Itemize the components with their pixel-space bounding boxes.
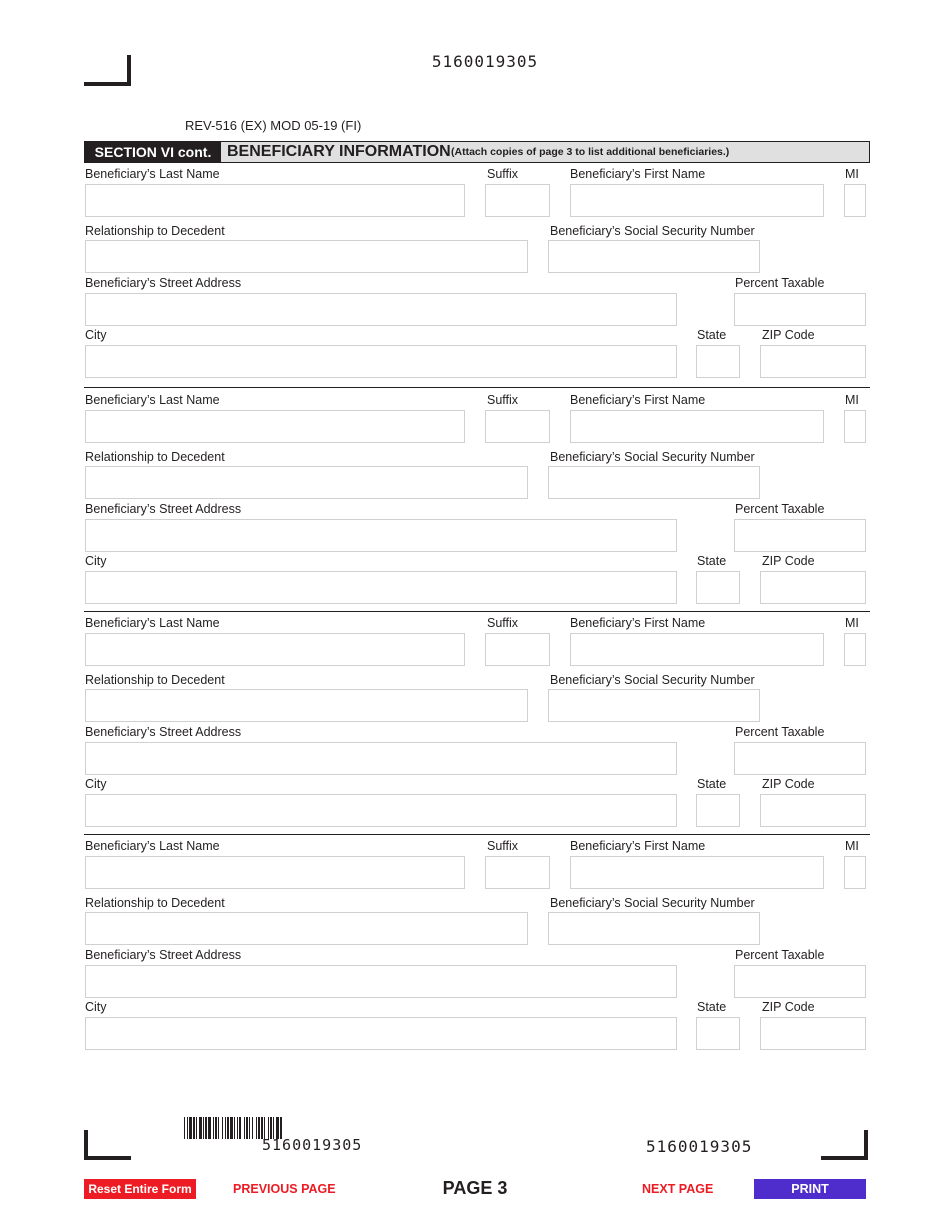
first-name-label: Beneficiary’s First Name [570,393,706,407]
street-address-label: Beneficiary’s Street Address [85,948,242,962]
relationship-field[interactable] [85,466,528,499]
percent-taxable-field[interactable] [734,293,866,326]
mi-label: MI [845,393,859,407]
mi-label: MI [845,839,859,853]
mi-field[interactable] [844,184,866,217]
ssn-field[interactable] [548,689,760,722]
mi-field[interactable] [844,633,866,666]
first-name-field[interactable] [570,633,824,666]
form-id: REV-516 (EX) MOD 05-19 (FI) [185,118,362,133]
ssn-field[interactable] [548,240,760,273]
relationship-label: Relationship to Decedent [85,450,225,464]
zip-label: ZIP Code [762,1000,815,1014]
percent-taxable-label: Percent Taxable [735,502,825,516]
top-scan-code: 5160019305 [431,52,539,71]
city-label: City [85,554,107,568]
zip-field[interactable] [760,571,866,604]
ssn-label: Beneficiary’s Social Security Number [550,896,755,910]
street-address-field[interactable] [85,293,677,326]
section-tag: SECTION VI cont. [85,142,221,162]
relationship-field[interactable] [85,240,528,273]
last-name-label: Beneficiary’s Last Name [85,839,220,853]
suffix-field[interactable] [485,410,550,443]
percent-taxable-label: Percent Taxable [735,948,825,962]
state-label: State [697,328,727,342]
block-divider [84,387,870,388]
relationship-field[interactable] [85,689,528,722]
relationship-label: Relationship to Decedent [85,896,225,910]
mi-field[interactable] [844,856,866,889]
block-divider [84,834,870,835]
mi-label: MI [845,167,859,181]
print-button[interactable]: PRINT [754,1179,866,1199]
block-divider [84,611,870,612]
first-name-label: Beneficiary’s First Name [570,167,706,181]
zip-field[interactable] [760,794,866,827]
section-header [84,141,870,163]
first-name-label: Beneficiary’s First Name [570,839,706,853]
relationship-label: Relationship to Decedent [85,673,225,687]
mi-field[interactable] [844,410,866,443]
city-field[interactable] [85,794,677,827]
last-name-label: Beneficiary’s Last Name [85,167,220,181]
last-name-field[interactable] [85,184,465,217]
street-address-label: Beneficiary’s Street Address [85,276,242,290]
beneficiary-block [0,391,950,617]
street-address-label: Beneficiary’s Street Address [85,502,242,516]
first-name-field[interactable] [570,410,824,443]
state-field[interactable] [696,1017,740,1050]
state-label: State [697,777,727,791]
beneficiary-block [0,614,950,840]
mi-label: MI [845,616,859,630]
percent-taxable-field[interactable] [734,742,866,775]
state-label: State [697,554,727,568]
ssn-field[interactable] [548,466,760,499]
city-field[interactable] [85,1017,677,1050]
percent-taxable-field[interactable] [734,519,866,552]
first-name-field[interactable] [570,856,824,889]
suffix-label: Suffix [487,839,519,853]
section-note: (Attach copies of page 3 to list additional beneficiaries.) [451,146,730,158]
next-page-link[interactable]: NEXT PAGE [642,1182,714,1196]
reset-form-button[interactable]: Reset Entire Form [84,1179,196,1199]
last-name-label: Beneficiary’s Last Name [85,393,220,407]
street-address-label: Beneficiary’s Street Address [85,725,242,739]
suffix-field[interactable] [485,633,550,666]
state-field[interactable] [696,794,740,827]
last-name-field[interactable] [85,856,465,889]
city-label: City [85,328,107,342]
zip-label: ZIP Code [762,777,815,791]
city-field[interactable] [85,345,677,378]
city-field[interactable] [85,571,677,604]
suffix-field[interactable] [485,184,550,217]
ssn-field[interactable] [548,912,760,945]
zip-field[interactable] [760,1017,866,1050]
first-name-label: Beneficiary’s First Name [570,616,706,630]
previous-page-link[interactable]: PREVIOUS PAGE [233,1182,336,1196]
percent-taxable-label: Percent Taxable [735,725,825,739]
zip-field[interactable] [760,345,866,378]
state-field[interactable] [696,345,740,378]
percent-taxable-field[interactable] [734,965,866,998]
corner-mark-bottom-right [821,1130,868,1160]
percent-taxable-label: Percent Taxable [735,276,825,290]
beneficiary-block [0,165,950,391]
beneficiary-block [0,837,950,1063]
street-address-field[interactable] [85,965,677,998]
city-label: City [85,777,107,791]
last-name-label: Beneficiary’s Last Name [85,616,220,630]
page-number: PAGE 3 [442,1178,508,1198]
suffix-field[interactable] [485,856,550,889]
zip-label: ZIP Code [762,554,815,568]
state-field[interactable] [696,571,740,604]
last-name-field[interactable] [85,410,465,443]
city-label: City [85,1000,107,1014]
section-title: BENEFICIARY INFORMATION [227,143,451,160]
relationship-field[interactable] [85,912,528,945]
street-address-field[interactable] [85,519,677,552]
suffix-label: Suffix [487,393,519,407]
street-address-field[interactable] [85,742,677,775]
suffix-label: Suffix [487,167,519,181]
relationship-label: Relationship to Decedent [85,224,225,238]
last-name-field[interactable] [85,633,465,666]
ssn-label: Beneficiary’s Social Security Number [550,673,755,687]
barcode-number: 5160019305 [262,1136,363,1154]
bottom-scan-code: 5160019305 [646,1137,753,1156]
ssn-label: Beneficiary’s Social Security Number [550,450,755,464]
state-label: State [697,1000,727,1014]
suffix-label: Suffix [487,616,519,630]
first-name-field[interactable] [570,184,824,217]
ssn-label: Beneficiary’s Social Security Number [550,224,755,238]
corner-mark-bottom-left [84,1130,131,1160]
zip-label: ZIP Code [762,328,815,342]
